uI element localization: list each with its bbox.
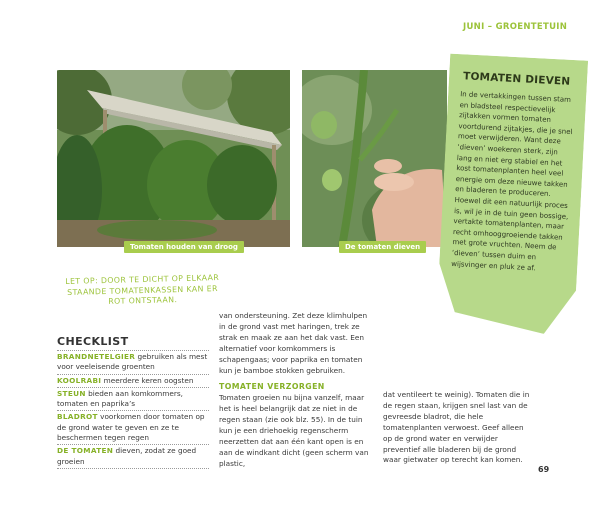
page-number: 69 — [538, 465, 550, 474]
body-paragraph: dat ventileert te weinig). Tomaten die in de regen staan, krijgen snel last van de gevreesde bladrot, die hele tomatenplanten verwoest. Geef alleen op de grond water en verwijder preventief alle bladeren bij de grond waar gietwater op terecht kan komen. — [383, 390, 530, 465]
checklist-title: CHECKLIST — [57, 335, 129, 348]
checklist-item: DE TOMATEN dieven, zodat ze goed groeien — [57, 444, 209, 469]
sucker-caption: De tomaten dieven — [339, 241, 426, 253]
body-paragraph: van ondersteuning. Zet deze klimhulpen in de grond vast met haringen, trek ze strak en maak ze aan het dak vast. Een alternatief voor komkommers is schapengaas; voor paprika en tomaten kun je bamboe stokken gebruiken. — [219, 311, 368, 375]
note-title: TOMATEN DIEVEN — [462, 70, 571, 88]
checklist-item: STEUN bieden aan komkommers, tomaten en paprika’s — [57, 387, 209, 411]
body-column-right — [383, 390, 530, 472]
greenhouse-caption: Tomaten houden van droog — [124, 241, 244, 253]
checklist — [57, 335, 209, 469]
checklist-item: BRANDNETELGIER gebruiken als mest voor veeleisende groenten — [57, 350, 209, 374]
note-body: In de vertakkingen tussen stam en bladsteel respectievelijk zijtakken vormen tomaten voortdurend zijtakjes, die je snel moet verwijderen. Want deze ‘dieven’ woekeren sterk, zijn lang en niet erg stabiel en het kost tomatenplanten heel veel energie om deze nieuwe takken en bladeren te produceren. Hoewel dit een natuurlijk proces is, wil je in de tuin geen bossige, vertakte tomatenplanten, maar recht omhooggroeiende takken met grote vruchten. Neem de ‘dieven’ tussen duim en wijsvinger en pluk ze af. — [451, 90, 573, 272]
body-paragraph: Tomaten groeien nu bijna vanzelf, maar het is heel belangrijk dat ze niet in de regen staan (zie ook blz. 55). In de tuin kun je een driehoekig regenscherm neerzetten dat aan één kant open is en aan de windkant dicht (geen scherm van plastic, — [219, 393, 369, 468]
checklist-item: KOOLRABI meerdere keren oogsten — [57, 374, 209, 387]
body-column-middle — [219, 311, 369, 476]
warning-text: LET OP: DOOR TE DICHT OP ELKAAR STAANDE TOMATENKASSEN KAN ER ROT ONTSTAAN. — [65, 272, 220, 306]
checklist-item: BLADROT voorkomen door tomaten op de grond water te geven en ze te beschermen tegen regen — [57, 410, 209, 444]
tomato-sucker-photo — [302, 70, 447, 247]
section-header: JUNI – GROENTETUIN — [463, 22, 568, 32]
section-heading: TOMATEN VERZORGEN — [219, 382, 325, 392]
tomato-suckers-note — [436, 54, 588, 336]
greenhouse-photo — [57, 70, 290, 247]
